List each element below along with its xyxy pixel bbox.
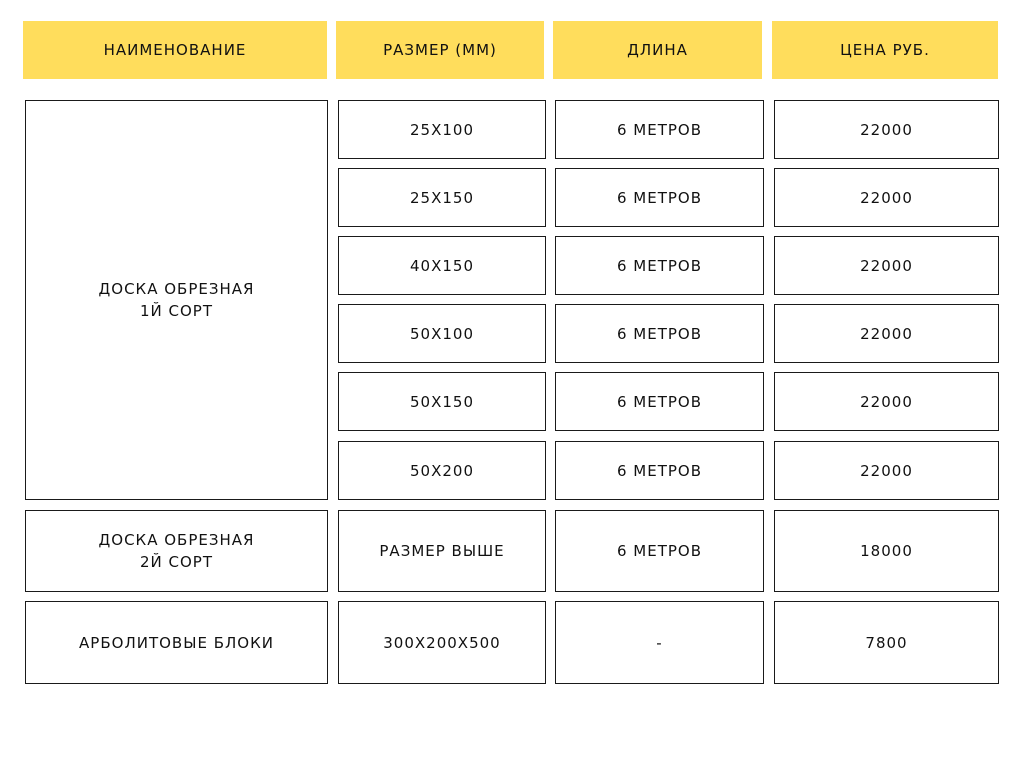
product-name-grade2: ДОСКА ОБРЕЗНАЯ 2Й СОРТ bbox=[25, 510, 328, 592]
length-cell: 6 МЕТРОВ bbox=[555, 441, 764, 500]
size-cell: 25Х150 bbox=[338, 168, 546, 227]
product-name-blocks: АРБОЛИТОВЫЕ БЛОКИ bbox=[25, 601, 328, 684]
price-cell: 22000 bbox=[774, 100, 999, 159]
length-cell: - bbox=[555, 601, 764, 684]
column-header-size: РАЗМЕР (ММ) bbox=[336, 21, 544, 79]
size-cell: 300Х200Х500 bbox=[338, 601, 546, 684]
length-cell: 6 МЕТРОВ bbox=[555, 372, 764, 431]
size-cell: 40Х150 bbox=[338, 236, 546, 295]
column-header-name: НАИМЕНОВАНИЕ bbox=[23, 21, 327, 79]
column-header-length: ДЛИНА bbox=[553, 21, 762, 79]
price-cell: 7800 bbox=[774, 601, 999, 684]
length-cell: 6 МЕТРОВ bbox=[555, 100, 764, 159]
length-cell: 6 МЕТРОВ bbox=[555, 510, 764, 592]
size-cell: 50Х200 bbox=[338, 441, 546, 500]
length-cell: 6 МЕТРОВ bbox=[555, 236, 764, 295]
length-cell: 6 МЕТРОВ bbox=[555, 168, 764, 227]
size-cell: 50Х100 bbox=[338, 304, 546, 363]
price-cell: 22000 bbox=[774, 372, 999, 431]
price-cell: 22000 bbox=[774, 304, 999, 363]
size-cell: РАЗМЕР ВЫШЕ bbox=[338, 510, 546, 592]
column-header-price: ЦЕНА РУБ. bbox=[772, 21, 998, 79]
price-cell: 22000 bbox=[774, 236, 999, 295]
price-cell: 18000 bbox=[774, 510, 999, 592]
size-cell: 50Х150 bbox=[338, 372, 546, 431]
size-cell: 25Х100 bbox=[338, 100, 546, 159]
price-cell: 22000 bbox=[774, 441, 999, 500]
length-cell: 6 МЕТРОВ bbox=[555, 304, 764, 363]
price-cell: 22000 bbox=[774, 168, 999, 227]
product-name-grade1: ДОСКА ОБРЕЗНАЯ 1Й СОРТ bbox=[25, 100, 328, 500]
